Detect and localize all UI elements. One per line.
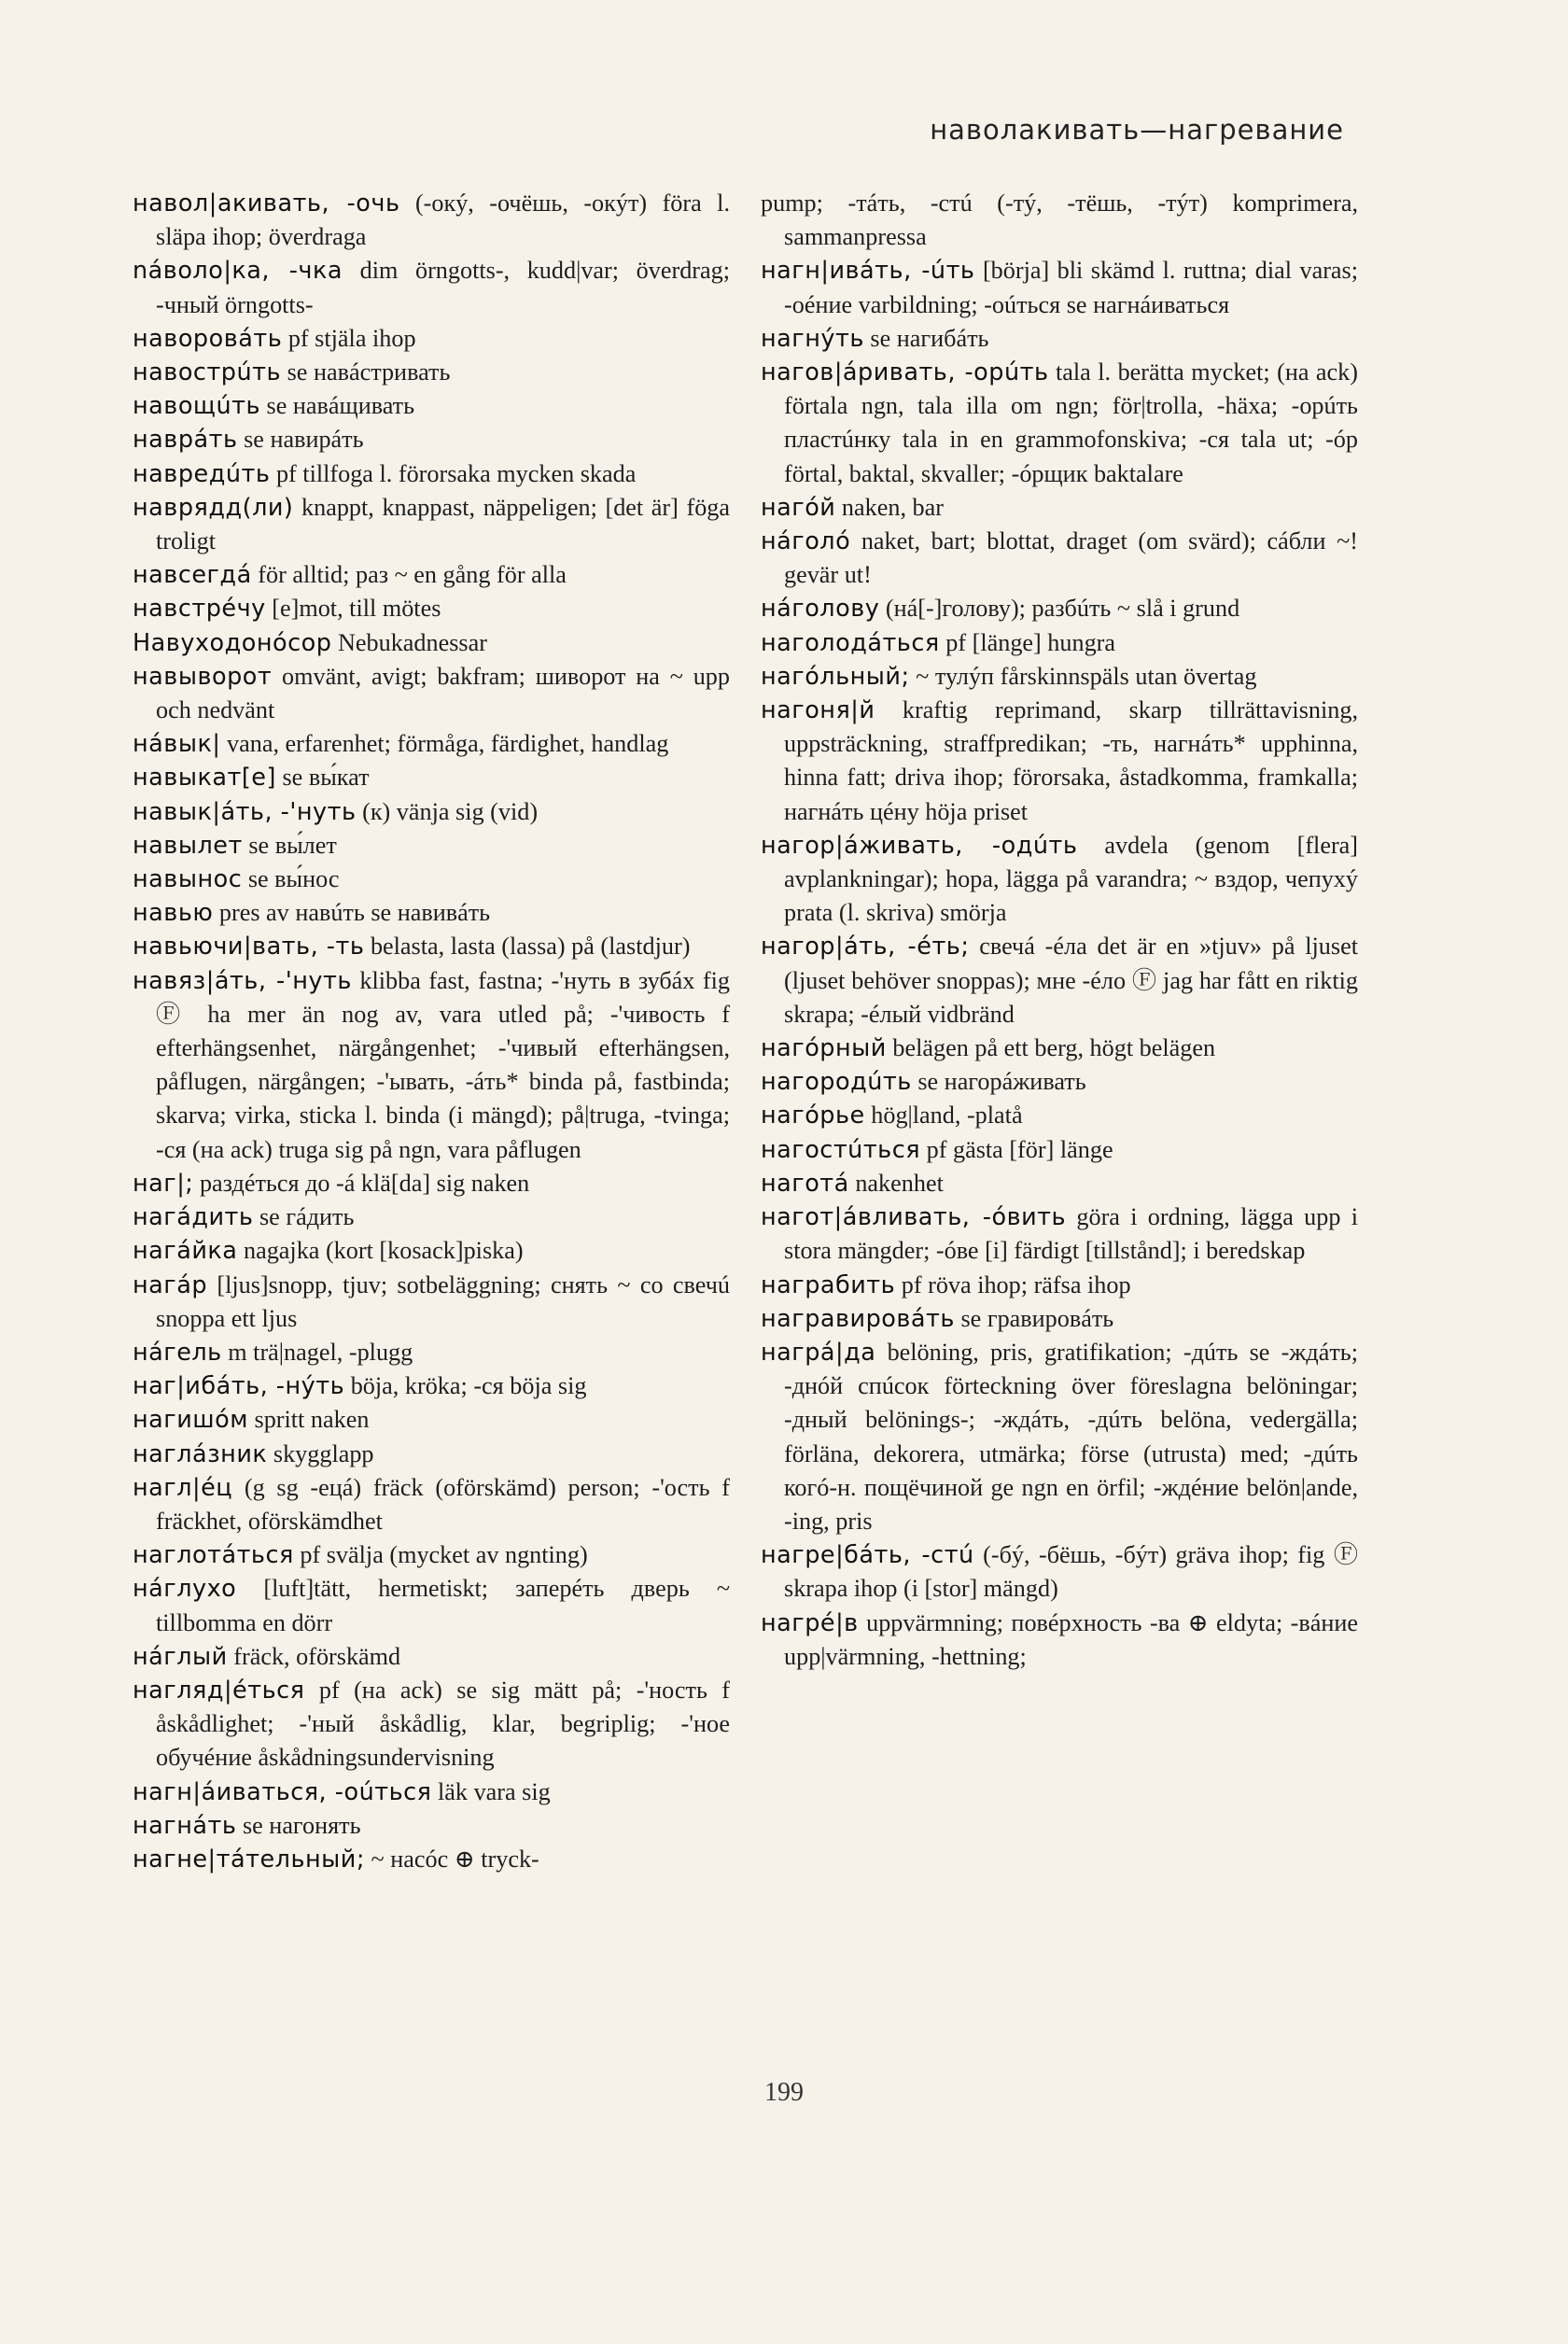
- entry-definition: avdela (genom [flera] avplankningar); hopa, lägga på varandra; ~ вздор, чепухý prata (l. skriva) smörja: [784, 831, 1359, 927]
- entry-headword: навыкат[е]: [133, 764, 276, 793]
- entry-definition: [luft]tätt, hermetiskt; заперéть дверь ~ tillbomma en dörr: [156, 1575, 730, 1636]
- entry-headword: навощúть: [133, 392, 260, 421]
- entry-definition: se вы́лет: [248, 831, 337, 859]
- entry-headword: навол|акивать, -очь: [133, 189, 400, 218]
- dictionary-entry: [761, 254, 1358, 321]
- entry-definition: uppvärmning; повéрхность -ва ⊕ eldyta; -вáние upp|värmning, -hettning;: [784, 1608, 1359, 1670]
- dictionary-entry: [133, 1336, 730, 1369]
- dictionary-entry: [761, 626, 1358, 660]
- entry-definition: m trä|nagel, -plugg: [228, 1338, 413, 1366]
- entry-definition: Nebukadnessar: [337, 628, 487, 656]
- entry-headword: навылет: [133, 831, 243, 860]
- entry-headword: нагор|áживать, -одúть: [761, 831, 1078, 860]
- entry-definition: naket, bart; blottat, draget (om svärd); сáбли ~! gevär ut!: [784, 527, 1358, 589]
- entry-headword: наг|ибáть, -нýть: [133, 1372, 345, 1401]
- entry-headword: нагишóм: [133, 1406, 248, 1435]
- dictionary-entry: [133, 1843, 730, 1876]
- dictionary-entry: [133, 1200, 730, 1234]
- entry-headword: нагáйка: [133, 1237, 238, 1266]
- dictionary-entry: [761, 491, 1358, 525]
- entry-definition: naken, bar: [841, 493, 944, 521]
- dictionary-entry: [133, 423, 730, 456]
- entry-headword: нагнýть: [761, 324, 864, 353]
- dictionary-entry: [133, 491, 730, 558]
- entry-definition: pf [länge] hungra: [945, 628, 1116, 656]
- entry-definition: pf svälja (mycket av ngnting): [300, 1541, 588, 1569]
- entry-definition: pf stjäla ihop: [287, 324, 416, 352]
- entry-headword: навяз|áть, -'нуть: [133, 966, 352, 995]
- entry-headword: нагóльный;: [761, 662, 910, 691]
- entry-headword: нáголову: [761, 595, 880, 624]
- entry-definition: pf (на ack) se sig mätt på; -'ность f åskådlighet; -'ный åskådlig, klar, begriplig; -'ное обучéние åskådningsundervisning: [156, 1676, 731, 1772]
- entry-headword: нагрé|в: [761, 1608, 859, 1637]
- entry-definition: klibba fast, fastna; -'нуть в зубáх fig Ⓕ ha mer än nog av, vara utled på; -'чивость f efterhängsenhet, närgångenhet; -'чивый efterhängsen, påflugen, närgången; -'ывать, -áть* binda på, fastbinda; skarva; virka, sticka l. binda (i mängd); på|truga, -tvinga; -ся (на ack) truga sig på ngn, vara påflugen: [156, 966, 731, 1163]
- dictionary-entry: [761, 660, 1358, 694]
- entry-definition: för alltid; раз ~ en gång för alla: [258, 561, 567, 589]
- entry-definition: se вы́нос: [247, 865, 340, 893]
- entry-headword: náволо|ка, -чка: [133, 257, 343, 286]
- entry-definition: [börja] bli skämd l. ruttna; dial varas; -оéние varbildning; -оúться se нагнáиваться: [784, 257, 1359, 318]
- dictionary-entry: [133, 930, 730, 963]
- dictionary-entry: [133, 1369, 730, 1403]
- entry-definition: spritt naken: [254, 1406, 370, 1434]
- entry-headword: нáглый: [133, 1642, 228, 1671]
- dictionary-entry: [133, 356, 730, 389]
- entry-headword: нагнáть: [133, 1811, 237, 1840]
- dictionary-entry: [133, 1538, 730, 1572]
- dictionary-entry: [761, 1269, 1358, 1302]
- dictionary-entry: [761, 1032, 1358, 1065]
- entry-definition: se гáдить: [259, 1203, 355, 1231]
- dictionary-entry: [133, 1438, 730, 1471]
- entry-definition: pump; -тáть, -стú (-тý, -тёшь, -тýт) komprimera, sammanpressa: [761, 189, 1358, 251]
- entry-definition: se гравировáть: [960, 1304, 1114, 1332]
- entry-definition: se нагорáживать: [917, 1068, 1086, 1096]
- entry-headword: нагл|éц: [133, 1473, 233, 1502]
- entry-headword: Навуходонóсор: [133, 628, 332, 657]
- dictionary-entry: [133, 254, 730, 321]
- entry-headword: наворовáть: [133, 324, 283, 353]
- dictionary-entry: [133, 1572, 730, 1639]
- right-column: [761, 187, 1358, 1674]
- entry-headword: нагóй: [761, 493, 836, 522]
- entry-definition: se навирáть: [244, 426, 364, 454]
- entry-headword: нáголó: [761, 527, 851, 556]
- dictionary-entry: [133, 660, 730, 727]
- entry-definition: (g sg -ецá) fräck (oförskämd) person; -'ость f fräckhet, oförskämdhet: [156, 1473, 730, 1535]
- entry-headword: награбить: [761, 1270, 896, 1299]
- entry-definition: pf tillfoga l. förorsaka mycken skada: [275, 459, 637, 487]
- entry-headword: нагов|áривать, -орúть: [761, 358, 1049, 387]
- dictionary-entry: [761, 930, 1358, 1032]
- entry-definition: se вы́кат: [282, 764, 370, 792]
- entry-headword: награвировáть: [761, 1304, 955, 1333]
- entry-definition: (-бý, -бёшь, -бýт) gräva ihop; fig Ⓕ skrapa ihop (i [stor] mängd): [784, 1541, 1359, 1603]
- entry-definition: skygglapp: [273, 1439, 374, 1467]
- entry-definition: belägen på ett berg, högt belägen: [892, 1034, 1216, 1062]
- entry-headword: наг|;: [133, 1169, 194, 1198]
- dictionary-entry: [133, 1403, 730, 1437]
- entry-headword: нагрá|да: [761, 1338, 876, 1367]
- entry-definition: vana, erfarenhet; förmåga, färdighet, handlag: [227, 730, 669, 758]
- dictionary-entry: [133, 626, 730, 660]
- entry-definition: se нагибáть: [870, 324, 989, 352]
- dictionary-entry: [133, 1640, 730, 1674]
- entry-definition: раздéться до -á klä[da] sig naken: [199, 1169, 530, 1197]
- entry-headword: наглáзник: [133, 1439, 268, 1468]
- entry-definition: pres av навúть se навивáть: [218, 899, 491, 927]
- dictionary-entry: [761, 1167, 1358, 1200]
- entry-headword: нáвык|: [133, 730, 221, 759]
- entry-definition: pf röva ihop; räfsa ihop: [901, 1270, 1131, 1298]
- entry-definition: ~ насóс ⊕ tryck-: [371, 1845, 539, 1873]
- entry-definition: свечá -éла det är en »tjuv» på ljuset (ljuset behöver snoppas); мне -éло Ⓕ jag har fått en riktig skrapa; -éлый vidbränd: [784, 933, 1358, 1028]
- entry-headword: нагостúться: [761, 1135, 921, 1164]
- entry-headword: нагоня|й: [761, 696, 875, 725]
- entry-headword: наглотáться: [133, 1541, 294, 1570]
- entry-headword: навьючи|вать, -ть: [133, 933, 365, 961]
- dictionary-entry: [133, 863, 730, 896]
- dictionary-entry: [761, 1200, 1358, 1268]
- dictionary-entry: [761, 592, 1358, 625]
- dictionary-entry: [133, 558, 730, 592]
- dictionary-entry: [133, 592, 730, 625]
- entry-definition: knappt, knappast, näppeligen; [det är] föga troligt: [156, 493, 731, 555]
- dictionary-entry: [133, 1809, 730, 1843]
- dictionary-entry: [133, 829, 730, 863]
- entry-headword: наврáть: [133, 426, 238, 455]
- dictionary-entry: [761, 187, 1358, 254]
- entry-headword: наголодáться: [761, 628, 940, 657]
- dictionary-entry: [133, 896, 730, 930]
- entry-headword: навыворот: [133, 662, 273, 691]
- dictionary-entry: [133, 389, 730, 423]
- entry-definition: nakenhet: [855, 1169, 944, 1197]
- dictionary-entry: [133, 727, 730, 761]
- entry-definition: se нагонять: [242, 1811, 361, 1839]
- entry-headword: нáгель: [133, 1338, 222, 1367]
- entry-headword: навстрéчу: [133, 595, 266, 624]
- dictionary-entry: [761, 525, 1358, 592]
- entry-headword: нагне|тáтельный;: [133, 1845, 365, 1874]
- dictionary-entry: [761, 1538, 1358, 1606]
- entry-definition: nagajka (kort [kosack]piska): [243, 1237, 524, 1265]
- dictionary-entry: [761, 1336, 1358, 1538]
- entry-headword: нагóрье: [761, 1102, 865, 1130]
- entry-headword: нагн|ивáть, -úть: [761, 257, 975, 286]
- entry-headword: наврядд(ли): [133, 493, 294, 522]
- entry-definition: belöning, pris, gratifikation; -дúть se -ждáть; -днóй спúсок förteckning över föreslagna belöningar; -дный belönings-; -ждáть, -дúть belöna, vedergälla; förläna, dekorera, utmärka; förse (utrusta) med; -дúть когó-н. пощёчиной ge ngn en örfil; -ждéние belön|ande, -ing, pris: [784, 1338, 1359, 1535]
- entry-headword: навык|áть, -'нуть: [133, 797, 357, 826]
- entry-headword: нагáдить: [133, 1203, 254, 1232]
- entry-definition: ~ тулýп fårskinnspäls utan övertag: [916, 662, 1257, 690]
- dictionary-entry: [133, 1234, 730, 1268]
- dictionary-entry: [133, 1167, 730, 1200]
- entry-definition: tala l. berätta mycket; (на ack) förtala ngn, tala illa om ngn; för|trolla, -häxa; -орúть пластúнку tala in en grammofonskiva; -ся tala ut; -óр förtal, baktal, skvaller; -óрщик baktalare: [784, 358, 1358, 487]
- entry-headword: навсегдá: [133, 561, 252, 590]
- entry-headword: нагот|áвливать, -óвить: [761, 1203, 1067, 1232]
- page-number: 199: [764, 2078, 804, 2107]
- dictionary-entry: [761, 829, 1358, 931]
- dictionary-entry: [761, 1133, 1358, 1167]
- dictionary-entry: [133, 187, 730, 254]
- entry-definition: se навáщивать: [266, 392, 415, 420]
- entry-headword: навострúть: [133, 358, 282, 387]
- entry-headword: наготá: [761, 1169, 849, 1198]
- dictionary-entry: [761, 1607, 1358, 1674]
- entry-headword: нагн|áиваться, -оúться: [133, 1777, 432, 1806]
- dictionary-entry: [761, 1302, 1358, 1336]
- entry-headword: нáглухо: [133, 1575, 237, 1604]
- dictionary-entry: [133, 795, 730, 829]
- entry-definition: böja, kröka; -ся böja sig: [350, 1372, 587, 1400]
- dictionary-entry: [133, 1269, 730, 1336]
- entry-definition: (к) vänja sig (vid): [362, 797, 539, 825]
- entry-definition: pf gästa [för] länge: [926, 1135, 1113, 1163]
- dictionary-entry: [133, 1674, 730, 1776]
- dictionary-entry: [761, 322, 1358, 356]
- entry-definition: dim örngotts-, kudd|var; överdrag; -чный örngotts-: [156, 257, 731, 318]
- entry-definition: (нá[-]голову); разбúть ~ slå i grund: [885, 595, 1240, 623]
- dictionary-entry: [761, 694, 1358, 829]
- dictionary-entry: [133, 1776, 730, 1809]
- dictionary-entry: [761, 1099, 1358, 1132]
- dictionary-entry: [133, 964, 730, 1167]
- entry-headword: нагáр: [133, 1270, 208, 1299]
- entry-definition: se навáстривать: [287, 358, 451, 386]
- entry-headword: навью: [133, 899, 214, 928]
- entry-definition: fräck, oförskämd: [233, 1642, 401, 1670]
- entry-definition: (-окý, -очёшь, -окýт) föra l. släpa ihop; överdraga: [156, 189, 730, 251]
- entry-headword: нагородúть: [761, 1068, 912, 1097]
- dictionary-entry: [133, 1471, 730, 1538]
- entry-definition: hög|land, -platå: [871, 1102, 1023, 1130]
- entry-headword: навредúть: [133, 459, 271, 488]
- entry-definition: omvänt, avigt; bakfram; шиворот на ~ upp och nedvänt: [156, 662, 730, 724]
- dictionary-entry: [761, 1065, 1358, 1099]
- left-column: [133, 187, 730, 1876]
- entry-definition: kraftig reprimand, skarp tillrättavisning, uppsträckning, straffpredikan; -ть, нагнáть* upphinna, hinna fatt; driva ihop; förorsaka, åstadkomma, framkalla; нагнáть цéну höja priset: [784, 696, 1358, 825]
- entry-definition: läk vara sig: [438, 1777, 551, 1805]
- entry-headword: нагре|бáть, -стú: [761, 1541, 974, 1570]
- dictionary-entry: [133, 761, 730, 794]
- entry-definition: [ljus]snopp, tjuv; sotbeläggning; снять ~ со свечú snoppa ett ljus: [156, 1270, 730, 1332]
- entry-headword: нагляд|éться: [133, 1676, 305, 1705]
- running-header: наволакивать—нагревание: [930, 114, 1344, 146]
- entry-headword: нагор|áть, -éть;: [761, 933, 970, 961]
- entry-headword: навынос: [133, 865, 243, 894]
- entry-definition: [e]mot, till mötes: [272, 595, 441, 623]
- dictionary-entry: [761, 356, 1358, 491]
- entry-definition: göra i ordning, lägga upp i stora mängder; -óве [i] färdigt [tillstånd]; i beredskap: [784, 1203, 1359, 1265]
- dictionary-entry: [133, 322, 730, 356]
- entry-definition: belasta, lasta (lassa) på (lastdjur): [370, 933, 691, 961]
- dictionary-entry: [133, 457, 730, 491]
- entry-headword: нагóрный: [761, 1034, 887, 1063]
